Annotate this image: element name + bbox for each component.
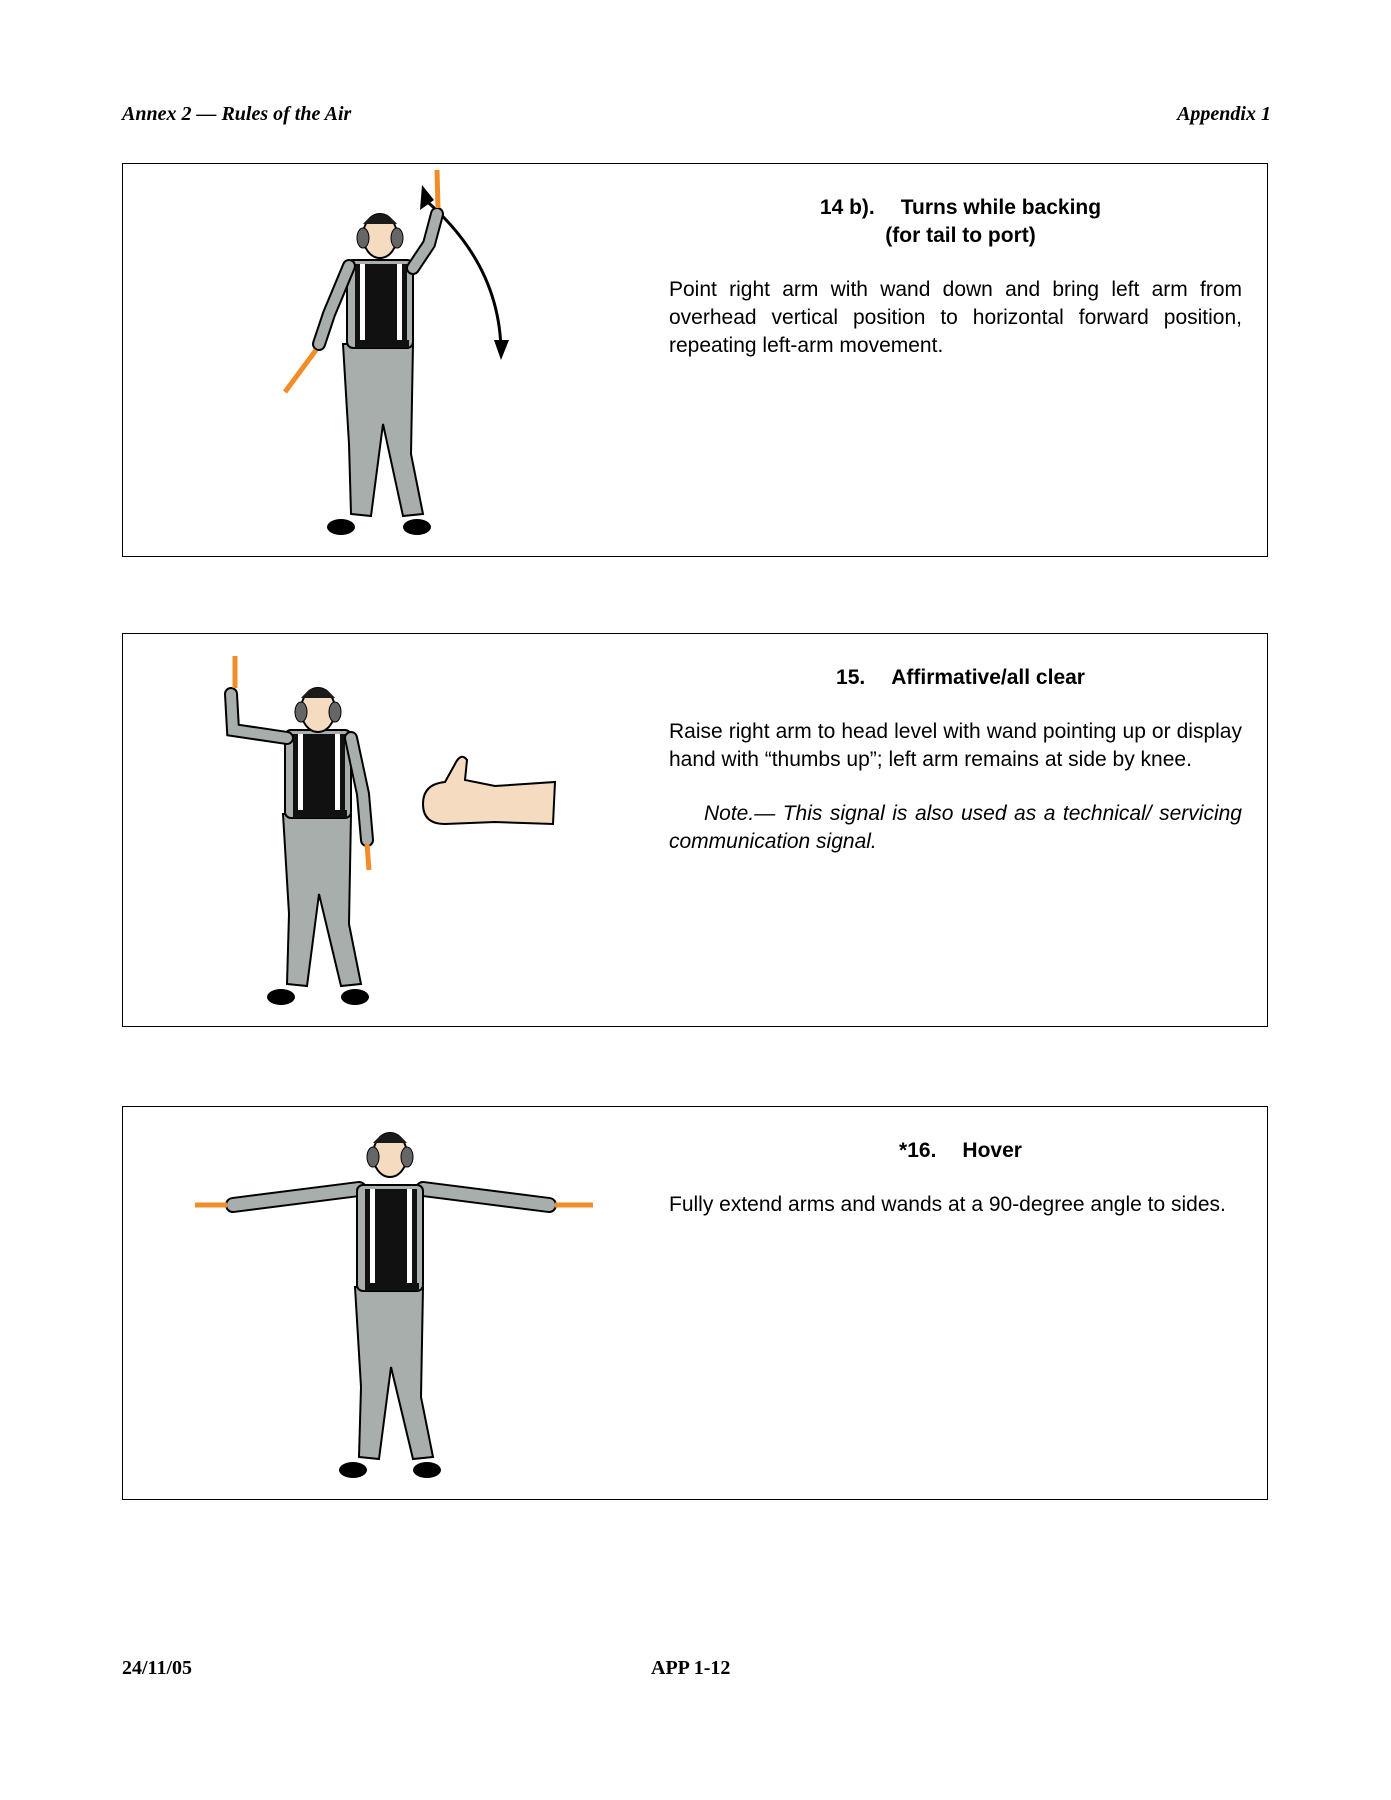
signal-title	[669, 194, 1242, 250]
signal-number: 15.	[836, 666, 866, 689]
marshaller-turn-backing-illustration	[123, 164, 683, 556]
signal-title	[669, 1137, 1242, 1165]
footer-date: 24/11/05	[122, 1657, 193, 1679]
footer-page-number: APP 1-12	[651, 1657, 731, 1679]
signal-name: Hover	[962, 1139, 1022, 1162]
signal-number: 14 b).	[819, 196, 875, 219]
marshaller-hover-illustration	[123, 1107, 683, 1499]
signal-panel-15	[122, 633, 1268, 1027]
signal-description: Raise right arm to head level with wand pointing up or display hand with “thumbs up”; left arm remains at side by knee.	[669, 720, 1242, 771]
signal-note: Note.— This signal is also used as a technical/ servicing communication signal.	[669, 802, 1242, 853]
signal-number: *16.	[899, 1139, 937, 1162]
signal-description: Point right arm with wand down and bring left arm from overhead vertical position to horizontal forward position, repeating left-arm movement.	[669, 278, 1242, 357]
signal-name: Affirmative/all clear	[891, 666, 1085, 689]
signal-name: Turns while backing	[900, 196, 1102, 219]
signal-description-block	[669, 664, 1242, 856]
marshaller-affirmative-illustration	[123, 634, 683, 1026]
signal-description-block	[669, 194, 1242, 360]
signal-panel-14b	[122, 163, 1268, 557]
signal-description: Fully extend arms and wands at a 90-degree angle to sides.	[669, 1193, 1226, 1216]
running-header-left: Annex 2 — Rules of the Air	[122, 103, 352, 125]
signal-subtitle: (for tail to port)	[885, 224, 1036, 247]
signal-panel-16	[122, 1106, 1268, 1500]
running-header-right: Appendix 1	[1177, 103, 1271, 125]
signal-title	[669, 664, 1242, 692]
signal-description-block	[669, 1137, 1242, 1219]
